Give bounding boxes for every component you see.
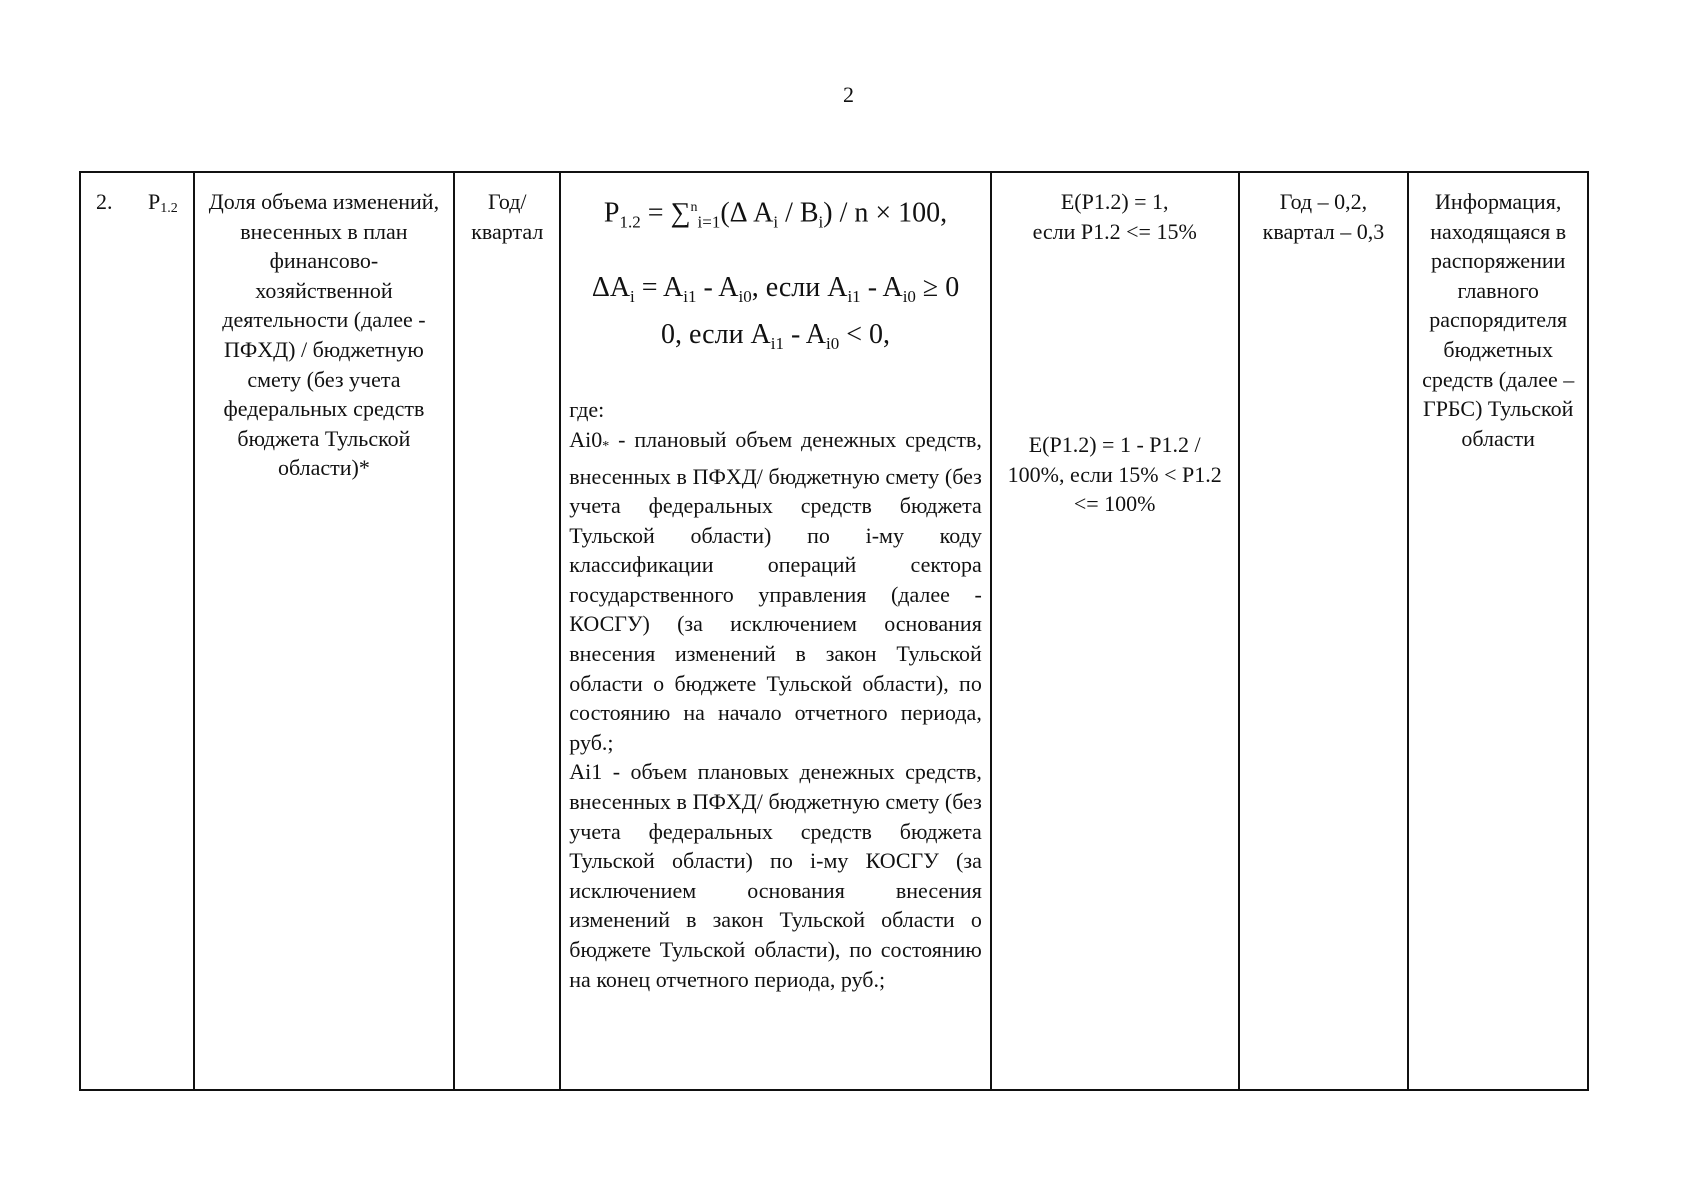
table-row bbox=[80, 172, 1588, 1090]
indicator-table bbox=[79, 171, 1589, 1091]
page-number: 2 bbox=[843, 82, 854, 107]
where-label: где: bbox=[569, 397, 605, 423]
row-number: 2. bbox=[96, 189, 113, 214]
indicator-code bbox=[148, 189, 178, 214]
weight-cell bbox=[1239, 172, 1409, 1090]
evaluation-condition-1: E(P1.2) = 1, если P1.2 <= 15% bbox=[1032, 189, 1197, 244]
indicator-name: Доля объема изменений, внесенных в план финансово-хозяйственной деятельности (далее - ПФХД) / бюджетную смету (без учета федеральных средств бюджета Тульской области)* bbox=[194, 172, 455, 1090]
indicator-code-base: P bbox=[148, 189, 161, 214]
evaluation-cell bbox=[991, 172, 1239, 1090]
weight-quarter: квартал – 0,3 bbox=[1262, 218, 1385, 244]
information-source: Информация, находящаяся в распоряжении главного распорядителя бюджетных средств (далее – ГРБС) Тульской области bbox=[1408, 172, 1588, 1090]
definitions bbox=[569, 395, 982, 994]
indicator-period: Год/ квартал bbox=[454, 172, 560, 1090]
calculation-cell bbox=[560, 172, 991, 1090]
definition-ai1: Ai1 - объем плановых денежных средств, внесенных в ПФХД/ бюджетную смету (без учета федеральных средств бюджета Тульской области) по i-му КОСГУ (за исключением основания внесения изменений в закон Тульской области о бюджете Тульской области), по состоянию на конец отчетного периода, руб.; bbox=[569, 759, 982, 992]
formula bbox=[569, 189, 982, 363]
indicator-code-sub: 1.2 bbox=[160, 201, 178, 216]
formula-line-2: $\Delta A_i = A_{i1} - A_{i0}$, если $A_{i1} - A_{i0} \ge 0$ bbox=[591, 272, 960, 307]
formula-line-3: 0, если $A_{i1} - A_{i0} < 0$, bbox=[661, 319, 891, 354]
weight-year: Год – 0,2, bbox=[1279, 189, 1368, 214]
row-number-cell bbox=[80, 172, 194, 1090]
definition-ai0: Ai0* - плановый объем денежных средств, внесенных в ПФХД/ бюджетную смету (без учета федеральных средств бюджета Тульской области) по i-му коду классификации операций сектора государственного управления (далее - КОСГУ) (за исключением основания внесения изменений в закон Тульской области о бюджете Тульской области), по состоянию на начало отчетного периода, руб.; bbox=[569, 426, 982, 755]
evaluation-condition-2: E(P1.2) = 1 - P1.2 / 100%, если 15% < P1.2 <= 100% bbox=[1007, 432, 1222, 517]
formula-line-1: $P_{1.2} = \sum^n_{i=1}(\Delta$ $A_i / B_i) / n \times 100$, bbox=[603, 197, 948, 232]
